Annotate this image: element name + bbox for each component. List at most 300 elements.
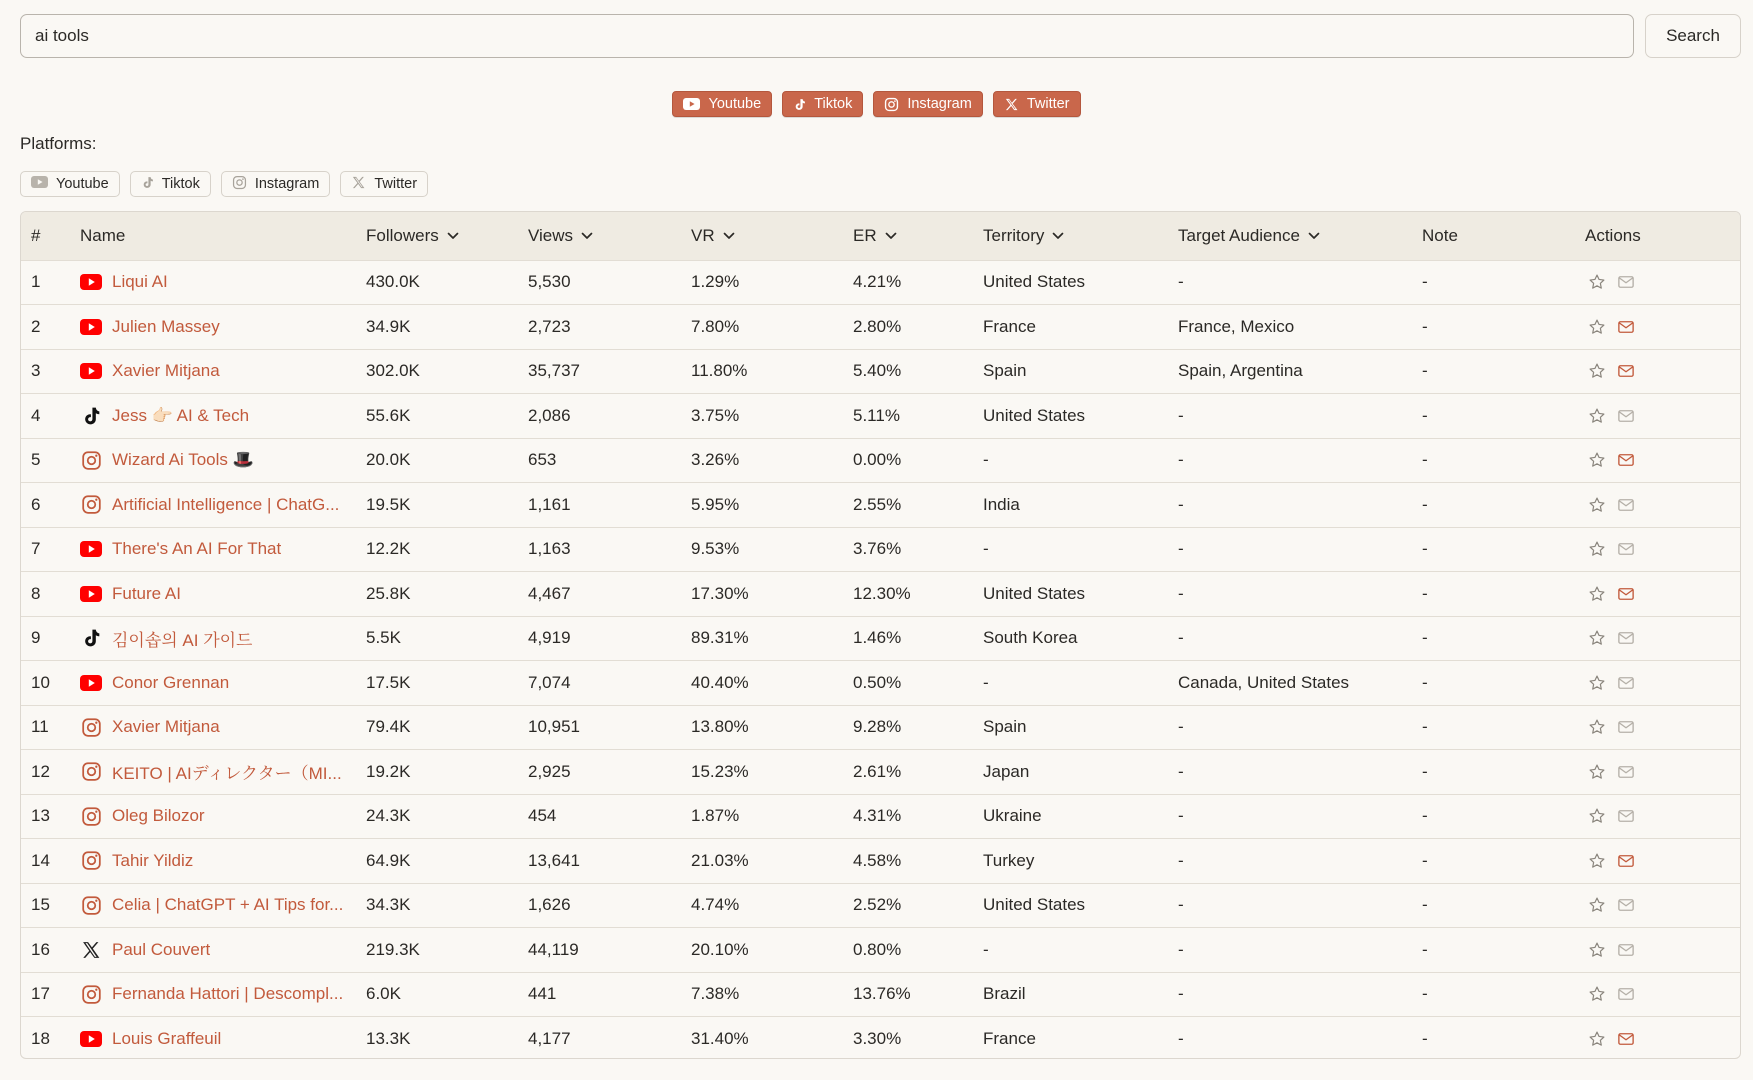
note-cell: - [1422,1029,1428,1048]
influencer-name-link[interactable]: Xavier Mitjana [112,361,220,381]
row-index: 15 [31,895,50,915]
mail-icon[interactable] [1617,451,1635,469]
followers-cell: 13.3K [366,1029,411,1048]
vr-cell: 4.74% [691,895,740,915]
territory-cell: Turkey [983,850,1035,870]
mail-icon[interactable] [1617,807,1635,825]
x-icon [351,175,366,194]
star-icon[interactable] [1588,273,1606,291]
influencer-table-container [20,211,1741,1059]
row-actions [1585,496,1741,514]
territory-cell: Spain [983,717,1027,737]
row-actions [1585,807,1741,825]
row-actions [1585,674,1741,692]
name-cell-content [80,894,366,916]
instagram-icon [80,716,102,738]
territory-cell: United States [983,405,1086,425]
platform-chips [20,171,428,197]
er-cell: 0.80% [853,939,902,959]
row-actions [1585,1030,1741,1048]
vr-cell: 13.80% [691,717,749,737]
views-cell: 454 [528,806,557,826]
youtube-icon [683,98,700,110]
column-header-target-audience[interactable] [1178,226,1320,246]
name-cell-content [80,271,366,293]
followers-cell: 64.9K [366,850,411,870]
name-cell [80,438,366,483]
views-cell: 1,163 [528,539,571,559]
column-header-label: ER [853,225,877,245]
views-cell: 2,723 [528,316,571,336]
territory-cell: United States [983,895,1086,915]
influencer-name-link[interactable]: Louis Graffeuil [112,1029,222,1048]
er-cell: 2.61% [853,761,902,781]
actions-cell [1585,705,1741,750]
name-cell [80,661,366,706]
followers-cell: 24.3K [366,806,411,826]
actions-cell [1585,394,1741,439]
youtube-icon [80,316,102,338]
search-bar [20,14,1741,58]
actions-cell [1585,616,1741,661]
column-header-label: Views [528,225,574,245]
actions-cell [1585,305,1741,350]
platform-chip-label: Twitter [374,176,418,192]
actions-cell [1585,750,1741,795]
row-actions [1585,540,1741,558]
views-cell: 1,626 [528,895,571,915]
followers-cell: 17.5K [366,672,411,692]
table-row[interactable] [21,349,1741,394]
row-index: 7 [31,539,41,559]
note-cell: - [1422,272,1428,292]
influencer-name-link[interactable]: Liqui AI [112,272,168,292]
mail-icon[interactable] [1617,318,1635,336]
note-cell: - [1422,717,1428,737]
star-icon[interactable] [1588,941,1606,959]
audience-cell: - [1178,628,1184,648]
star-icon[interactable] [1588,674,1606,692]
note-cell: - [1422,361,1428,381]
star-icon[interactable] [1588,1030,1606,1048]
er-cell: 2.52% [853,895,902,915]
active-filter-twitter[interactable] [993,91,1081,117]
mail-icon[interactable] [1617,896,1635,914]
search-button[interactable]: Search [1645,14,1741,58]
table-row[interactable] [21,794,1741,839]
active-filter-label: Tiktok [814,96,853,112]
star-icon[interactable] [1588,585,1606,603]
actions-cell [1585,349,1741,394]
tiktok-icon [793,97,806,112]
star-icon[interactable] [1588,985,1606,1003]
vr-cell: 9.53% [691,539,740,559]
territory-cell: United States [983,583,1086,603]
row-index: 1 [31,272,41,292]
influencer-name-link[interactable]: Fernanda Hattori | Descompl... [112,984,344,1004]
actions-cell [1585,527,1741,572]
row-actions [1585,451,1741,469]
vr-cell: 1.87% [691,806,740,826]
mail-icon[interactable] [1617,1030,1635,1048]
x-icon [80,939,102,961]
vr-cell: 40.40% [691,672,749,692]
territory-cell: Japan [983,761,1030,781]
mail-icon[interactable] [1617,941,1635,959]
active-filter-tiktok[interactable] [782,91,863,117]
mail-icon[interactable] [1617,852,1635,870]
vr-cell: 31.40% [691,1029,749,1048]
table-row[interactable] [21,438,1741,483]
audience-cell: - [1178,450,1184,470]
star-icon[interactable] [1588,629,1606,647]
note-cell: - [1422,984,1428,1004]
platform-chip-youtube[interactable] [20,171,120,197]
note-cell: - [1422,316,1428,336]
name-cell-content [80,716,366,738]
table-row[interactable] [21,616,1741,661]
row-index: 14 [31,850,50,870]
star-icon[interactable] [1588,896,1606,914]
vr-cell: 3.75% [691,405,740,425]
mail-icon[interactable] [1617,585,1635,603]
audience-cell: - [1178,806,1184,826]
youtube-icon [80,1028,102,1050]
name-cell-content [80,672,366,694]
note-cell: - [1422,672,1428,692]
table-row[interactable] [21,260,1741,305]
row-actions [1585,852,1741,870]
row-actions [1585,585,1741,603]
column-header-views[interactable] [528,226,593,246]
actions-cell [1585,572,1741,617]
audience-cell: Spain, Argentina [1178,361,1303,381]
instagram-icon [80,494,102,516]
name-cell [80,260,366,305]
influencer-name-link[interactable]: Future AI [112,583,181,603]
mail-icon[interactable] [1617,540,1635,558]
instagram-icon [80,761,102,783]
star-icon[interactable] [1588,451,1606,469]
column-header-note: Note [1422,225,1458,245]
youtube-icon [80,271,102,293]
column-header-audience-cell [1178,212,1422,260]
vr-cell: 15.23% [691,761,749,781]
row-index: 8 [31,583,41,603]
mail-icon[interactable] [1617,273,1635,291]
influencer-name-link[interactable]: Oleg Bilozor [112,806,205,826]
territory-cell: Brazil [983,984,1026,1004]
audience-cell: Canada, United States [1178,672,1350,692]
column-header-territory-cell [983,212,1178,260]
views-cell: 1,161 [528,494,571,514]
row-actions [1585,763,1741,781]
search-input[interactable] [20,14,1634,58]
name-cell-content [80,1028,366,1050]
er-cell: 13.76% [853,984,911,1004]
followers-cell: 430.0K [366,272,420,292]
column-header-territory[interactable] [983,226,1064,246]
er-cell: 0.50% [853,672,902,692]
chevron-down-icon [447,232,459,240]
vr-cell: 89.31% [691,628,749,648]
territory-cell: - [983,939,989,959]
name-cell-content [80,805,366,827]
audience-cell: - [1178,984,1184,1004]
platform-chip-instagram[interactable] [221,171,330,197]
mail-icon[interactable] [1617,985,1635,1003]
mail-icon[interactable] [1617,496,1635,514]
actions-cell [1585,883,1741,928]
row-index: 11 [31,717,49,737]
youtube-icon [80,583,102,605]
tiktok-icon [80,405,102,427]
row-index: 17 [31,984,50,1004]
table-row[interactable] [21,394,1741,439]
name-cell [80,972,366,1017]
er-cell: 2.80% [853,316,902,336]
row-index: 2 [31,316,41,336]
table-row[interactable] [21,839,1741,884]
territory-cell: - [983,539,989,559]
vr-cell: 5.95% [691,494,740,514]
vr-cell: 7.38% [691,984,740,1004]
followers-cell: 5.5K [366,628,401,648]
audience-cell: - [1178,895,1184,915]
note-cell: - [1422,583,1428,603]
youtube-icon [80,672,102,694]
influencer-name-link[interactable]: Artificial Intelligence | ChatG... [112,494,340,514]
column-header-label: Target Audience [1178,225,1300,245]
influencer-name-link[interactable]: Wizard Ai Tools 🎩 [112,450,254,470]
column-header-vr[interactable] [691,226,735,246]
name-cell [80,705,366,750]
audience-cell: - [1178,761,1184,781]
views-cell: 35,737 [528,361,580,381]
audience-cell: France, Mexico [1178,316,1295,336]
chevron-down-icon [1308,232,1320,240]
instagram-icon [884,97,899,112]
influencer-name-link[interactable]: Jess 👉🏻 AI & Tech [112,405,250,425]
audience-cell: - [1178,850,1184,870]
row-index: 4 [31,405,41,425]
name-cell-content [80,405,366,427]
er-cell: 2.55% [853,494,902,514]
column-header-followers-cell [366,212,528,260]
note-cell: - [1422,405,1428,425]
star-icon[interactable] [1588,807,1606,825]
er-cell: 0.00% [853,450,902,470]
table-row[interactable] [21,483,1741,528]
column-header-label: Territory [983,225,1045,245]
name-cell [80,349,366,394]
mail-icon[interactable] [1617,629,1635,647]
table-row[interactable] [21,305,1741,350]
name-cell-content [80,850,366,872]
views-cell: 44,119 [528,939,579,959]
audience-cell: - [1178,539,1184,559]
row-index: 12 [31,761,50,781]
mail-icon[interactable] [1617,407,1635,425]
table-row[interactable] [21,750,1741,795]
name-cell [80,527,366,572]
name-cell [80,1017,366,1060]
table-row[interactable] [21,972,1741,1017]
platform-chip-label: Tiktok [161,176,200,192]
name-cell [80,839,366,884]
er-cell: 4.58% [853,850,902,870]
star-icon[interactable] [1588,496,1606,514]
table-row[interactable] [21,527,1741,572]
x-icon [1004,97,1019,112]
row-index: 18 [31,1029,50,1048]
influencer-name-link[interactable]: KEITO | AIディレクター（MI... [112,764,342,784]
name-cell-content [80,983,366,1005]
territory-cell: - [983,450,989,470]
actions-cell [1585,794,1741,839]
chevron-down-icon [1052,232,1064,240]
star-icon[interactable] [1588,362,1606,380]
followers-cell: 19.5K [366,494,411,514]
youtube-icon [80,360,102,382]
active-filter-label: Instagram [907,96,972,112]
influencer-name-link[interactable]: Julien Massey [112,316,220,336]
name-cell [80,572,366,617]
table-row[interactable] [21,928,1741,973]
territory-cell: - [983,672,989,692]
star-icon[interactable] [1588,540,1606,558]
followers-cell: 55.6K [366,405,411,425]
territory-cell: United States [983,272,1086,292]
actions-cell [1585,661,1741,706]
influencer-name-link[interactable]: 김이솝의 AI 가이드 [112,630,253,650]
note-cell: - [1422,494,1428,514]
followers-cell: 34.9K [366,316,411,336]
er-cell: 9.28% [853,717,902,737]
column-header-er-cell [853,212,983,260]
territory-cell: France [983,316,1036,336]
active-filter-youtube[interactable] [672,91,772,117]
chevron-down-icon [581,232,593,240]
followers-cell: 34.3K [366,895,411,915]
followers-cell: 19.2K [366,761,411,781]
row-actions [1585,896,1741,914]
er-cell: 4.31% [853,806,902,826]
platform-chip-tiktok[interactable] [130,171,211,197]
instagram-icon [80,983,102,1005]
views-cell: 2,086 [528,405,571,425]
territory-cell: South Korea [983,628,1078,648]
views-cell: 441 [528,984,557,1004]
territory-cell: France [983,1029,1036,1048]
territory-cell: Spain [983,361,1027,381]
vr-cell: 21.03% [691,850,749,870]
influencer-name-link[interactable]: Paul Couvert [112,939,211,959]
active-platform-filters [0,91,1753,117]
table-row[interactable] [21,572,1741,617]
note-cell: - [1422,539,1428,559]
star-icon[interactable] [1588,407,1606,425]
instagram-icon [232,175,247,194]
vr-cell: 3.26% [691,450,740,470]
row-index: 3 [31,361,41,381]
influencer-name-link[interactable]: There's An AI For That [112,539,282,559]
influencer-name-link[interactable]: Tahir Yildiz [112,850,194,870]
row-actions [1585,318,1741,336]
name-cell-content [80,759,366,784]
name-cell [80,750,366,795]
views-cell: 5,530 [528,272,571,292]
actions-cell [1585,928,1741,973]
audience-cell: - [1178,1029,1184,1048]
influencer-name-link[interactable]: Conor Grennan [112,672,230,692]
instagram-icon [80,894,102,916]
column-header-er[interactable] [853,226,897,246]
name-cell-content [80,626,366,651]
column-header-followers[interactable] [366,226,459,246]
name-cell [80,483,366,528]
actions-cell [1585,972,1741,1017]
mail-icon[interactable] [1617,718,1635,736]
views-cell: 653 [528,450,557,470]
territory-cell: Ukraine [983,806,1042,826]
name-cell-content [80,494,366,516]
column-header-views-cell [528,212,691,260]
star-icon[interactable] [1588,718,1606,736]
active-filter-instagram[interactable] [873,91,982,117]
star-icon[interactable] [1588,852,1606,870]
table-row[interactable] [21,883,1741,928]
table-row[interactable] [21,705,1741,750]
table-row[interactable] [21,661,1741,706]
mail-icon[interactable] [1617,674,1635,692]
followers-cell: 20.0K [366,450,411,470]
mail-icon[interactable] [1617,763,1635,781]
instagram-icon [80,449,102,471]
name-cell-content [80,939,366,961]
name-cell-content [80,538,366,560]
followers-cell: 219.3K [366,939,420,959]
er-cell: 3.76% [853,539,902,559]
row-actions [1585,718,1741,736]
row-actions [1585,629,1741,647]
vr-cell: 11.80% [691,361,748,381]
star-icon[interactable] [1588,318,1606,336]
table-row[interactable] [21,1017,1741,1060]
influencer-name-link[interactable]: Celia | ChatGPT + AI Tips for... [112,895,344,915]
column-header-label: VR [691,225,715,245]
views-cell: 4,467 [528,583,571,603]
star-icon[interactable] [1588,763,1606,781]
name-cell [80,794,366,839]
row-actions [1585,407,1741,425]
influencer-name-link[interactable]: Xavier Mitjana [112,717,220,737]
note-cell: - [1422,895,1428,915]
row-index: 5 [31,450,41,470]
views-cell: 4,177 [528,1029,571,1048]
audience-cell: - [1178,583,1184,603]
note-cell: - [1422,939,1428,959]
er-cell: 1.46% [853,628,902,648]
mail-icon[interactable] [1617,362,1635,380]
platform-chip-twitter[interactable] [340,171,428,197]
youtube-icon [31,176,48,192]
row-index: 9 [31,628,41,648]
name-cell-content [80,360,366,382]
followers-cell: 12.2K [366,539,411,559]
followers-cell: 25.8K [366,583,411,603]
views-cell: 10,951 [528,717,580,737]
